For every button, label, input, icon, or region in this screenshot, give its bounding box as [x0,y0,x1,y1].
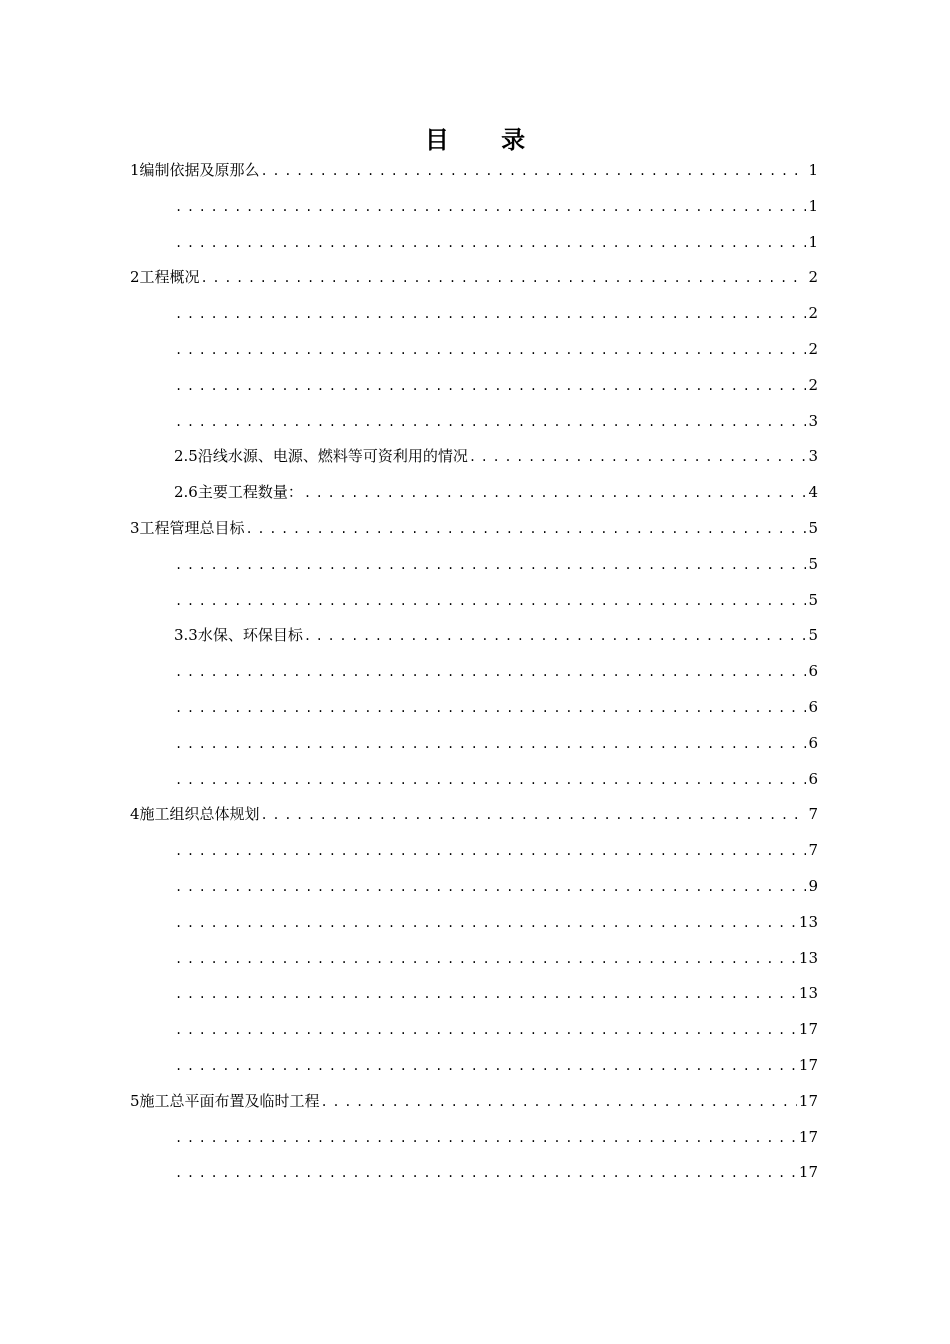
toc-page-number: 13 [798,912,818,931]
toc-entry-title: 3.3水保、环保目标 [174,626,303,645]
toc-entry[interactable] [130,618,818,654]
toc-dot-leader [175,584,806,619]
toc-entry[interactable] [130,976,818,1012]
toc-entry[interactable] [130,1120,818,1156]
toc-entry[interactable] [130,547,818,583]
toc-entry[interactable] [130,1012,818,1048]
toc-page-number: 5 [808,626,818,645]
toc-page-number: 1 [808,161,818,179]
toc-dot-leader [175,405,806,440]
toc-page-number: 9 [808,876,818,895]
toc-page-number: 5 [808,590,818,609]
toc-page-number: 17 [798,1091,818,1110]
toc-dot-leader [469,440,806,475]
toc-entry[interactable] [130,941,818,977]
toc-entry[interactable] [130,511,818,547]
toc-entry[interactable] [130,439,818,475]
toc-entry[interactable] [130,869,818,905]
toc-dot-leader [321,1085,797,1120]
toc-dot-leader [261,154,806,189]
toc-dot-leader [175,727,806,762]
toc-dot-leader [175,333,806,368]
toc-entry[interactable] [130,833,818,869]
toc-entry[interactable] [130,762,818,798]
toc-page-number: 6 [808,769,818,788]
toc-entry-title: 2工程概况 [130,268,200,287]
toc-dot-leader [175,655,806,690]
toc-dot-leader [175,297,806,332]
toc-page-number: 2 [808,268,818,287]
toc-page-number: 3 [808,447,818,466]
toc-dot-leader [175,870,806,905]
toc-entry[interactable] [130,905,818,941]
toc-entry[interactable] [130,404,818,440]
toc-dot-leader [175,977,797,1012]
toc-dot-leader [175,691,806,726]
toc-page-number: 17 [798,1055,818,1074]
toc-dot-leader [175,763,806,798]
toc-dot-leader [175,1156,797,1191]
toc-entry[interactable] [130,189,818,225]
toc-dot-leader [201,261,806,296]
toc-page-number: 2 [808,339,818,358]
toc-title: 目 录 [424,125,548,154]
toc-page-number: 13 [798,948,818,967]
toc-entry[interactable] [130,797,818,833]
toc-entry[interactable] [130,690,818,726]
toc-page-number: 2 [808,375,818,394]
toc-entry[interactable] [130,475,818,511]
toc-entry-title: 3工程管理总目标 [130,518,245,537]
toc-page-number: 17 [798,1127,818,1146]
toc-entry[interactable] [130,153,818,189]
toc-page-number: 1 [808,196,818,215]
toc-dot-leader [175,1121,797,1156]
toc-entry-title: 2.6主要工程数量： [174,483,303,502]
toc-dot-leader [175,1013,797,1048]
toc-page-number: 6 [808,733,818,752]
toc-page-number: 7 [808,841,818,860]
toc-entry[interactable] [130,654,818,690]
toc-dot-leader [175,1049,797,1084]
toc-page-number: 3 [808,411,818,430]
toc-entry[interactable] [130,296,818,332]
toc-dot-leader [175,906,797,941]
toc-dot-leader [304,476,806,511]
toc-entry[interactable] [130,726,818,762]
toc-page-number: 17 [798,1020,818,1039]
toc-dot-leader [175,190,806,225]
toc-entry[interactable] [130,1084,818,1120]
toc-entry[interactable] [130,1048,818,1084]
toc-entry-title: 4施工组织总体规划 [130,805,260,824]
toc-dot-leader [261,798,806,833]
toc-entry[interactable] [130,368,818,404]
toc-entry-title: 2.5沿线水源、电源、燃料等可资利用的情况 [174,447,468,466]
toc-list [130,153,818,1191]
toc-dot-leader [175,226,806,261]
toc-dot-leader [175,369,806,404]
toc-dot-leader [304,619,806,654]
toc-page-number: 17 [798,1163,818,1182]
toc-page-number: 7 [808,805,818,824]
toc-page-number: 6 [808,662,818,681]
toc-page-number: 13 [798,984,818,1003]
toc-dot-leader [175,548,806,583]
toc-dot-leader [246,512,806,547]
toc-page-number: 5 [808,518,818,537]
toc-page-number: 2 [808,304,818,323]
toc-page-number: 4 [808,483,818,502]
toc-dot-leader [175,834,806,869]
toc-entry-title: 5施工总平面布置及临时工程 [130,1091,320,1110]
toc-dot-leader [175,942,797,977]
toc-entry[interactable] [130,332,818,368]
toc-entry[interactable] [130,260,818,296]
toc-entry[interactable] [130,583,818,619]
toc-page-number: 5 [808,554,818,573]
toc-entry-title: 1编制依据及原那么 [130,161,260,179]
toc-page-number: 6 [808,697,818,716]
toc-page-number: 1 [808,232,818,251]
toc-entry[interactable] [130,1155,818,1191]
toc-entry[interactable] [130,225,818,261]
